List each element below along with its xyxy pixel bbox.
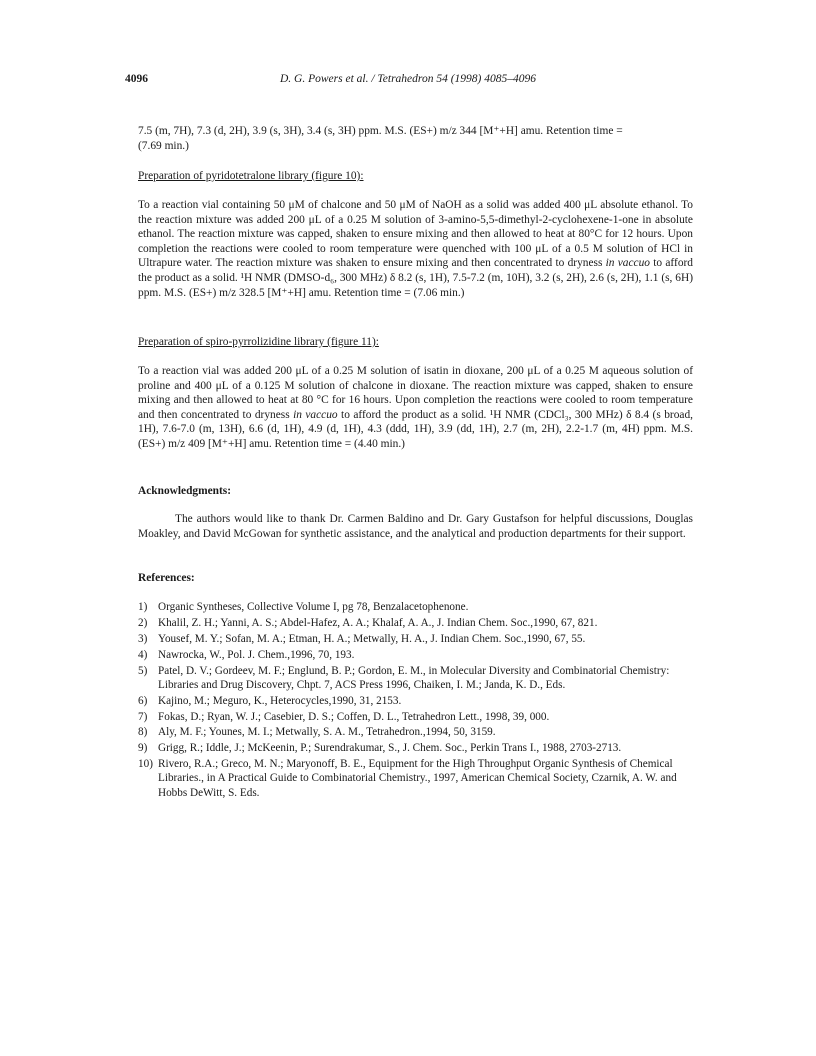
reference-number: 9) (138, 742, 148, 755)
reference-text: Grigg, R.; Iddle, J.; McKeenin, P.; Surendrakumar, S., J. Chem. Soc., Perkin Trans I., 1988, 2703-2713. (158, 742, 622, 755)
references-heading: References: (138, 572, 195, 584)
section-body-spiro-pyrrolizidine (138, 364, 693, 452)
reference-item (138, 741, 698, 755)
section2-text-b: to afford the product as a solid. ¹H NMR (CDCl₃, 300 MHz) δ 8.4 (s broad, 1H), 7.6-7.0 (m, 13H), 6.6 (d, 1H), 4.9 (d, 1H), 4.3 (ddd, 1H), 3.9 (dd, 1H), 2.7 (m, 2H), 2.2-1.7 (m, 4H) ppm. M.S. (ES+) m/z 409 [M⁺+H] amu. Retention time = (4.40 min.) (138, 408, 693, 450)
section1-text-italic: in vaccuo (605, 257, 651, 270)
carryover-line-2: (7.69 min.) (138, 139, 189, 152)
reference-text: Rivero, R.A.; Greco, M. N.; Maryonoff, B. E., Equipment for the High Throughput Organic Synthesis of Chemical Libraries., in A Practical Guide to Combinatorial Chemistry., 1997, American Chemical Society, Czarnik, A. W. and Hobbs DeWitt, S. Eds. (158, 758, 677, 799)
reference-item (138, 664, 698, 692)
section2-text-italic: in vaccuo (293, 408, 338, 421)
reference-number: 4) (138, 648, 148, 661)
section2-text-a: To a reaction vial was added 200 μL of a 0.25 M solution of isatin in dioxane, 200 μL of a 0.25 M aqueous solution of proline and 400 μL of a 0.125 M solution of chalcone in dioxane. The reaction mixture was capped, shaken to ensure mixing and then allowed to heat at 80 °C for 16 hours. Upon completion the reactions were cooled to room temperature and then concentrated to dryness (138, 365, 693, 421)
section1-text-b: to afford the product as a solid. ¹H NMR (DMSO-d₆, 300 MHz) δ 8.2 (s, 1H), 7.5-7.2 (m, 10H), 3.2 (s, 2H), 2.6 (s, 2H), 1.1 (s, 6H) ppm. M.S. (ES+) m/z 328.5 [M⁺+H] amu. Retention time = (7.06 min.) (138, 257, 693, 299)
reference-item (138, 694, 698, 708)
section-body-pyridotetralone (138, 198, 693, 300)
section-heading-spiro-pyrrolizidine: Preparation of spiro-pyrrolizidine library (figure 11): (138, 336, 379, 348)
reference-number: 3) (138, 632, 148, 645)
references-list (138, 600, 698, 802)
reference-number: 10) (138, 758, 153, 771)
reference-item (138, 648, 698, 662)
reference-text: Nawrocka, W., Pol. J. Chem.,1996, 70, 193. (158, 648, 355, 661)
reference-number: 2) (138, 616, 148, 629)
reference-text: Patel, D. V.; Gordeev, M. F.; Englund, B. P.; Gordon, E. M., in Molecular Diversity and Combinatorial Chemistry: Libraries and Drug Discovery, Chpt. 7, ACS Press 1996, Chaiken, I. M.; Janda, K. D., Eds. (158, 664, 670, 691)
reference-text: Khalil, Z. H.; Yanni, A. S.; Abdel-Hafez, A. A.; Khalaf, A. A., J. Indian Chem. Soc.,1990, 67, 821. (158, 616, 598, 629)
reference-number: 1) (138, 601, 148, 613)
reference-text: Yousef, M. Y.; Sofan, M. A.; Etman, H. A.; Metwally, H. A., J. Indian Chem. Soc.,1990, 67, 55. (158, 632, 586, 645)
section1-text-a: To a reaction vial containing 50 μM of chalcone and 50 μM of NaOH as a solid was added 400 μL absolute ethanol. To the reaction mixture was added 200 μL of a 0.25 M solution of 3-amino-5,5-dimethyl-2-cyclohexene-1-one in absolute ethanol. The reaction mixture was capped, shaken to ensure mixing and then allowed to heat at 80°C for 12 hours. Upon completion the reactions were cooled to room temperature were quenched with 100 μL of a 0.5 M solution of HCl in Ultrapure water. The reaction mixture was shaken to ensure mixing and then concentrated to dryness (138, 199, 693, 270)
reference-item (138, 757, 698, 800)
acknowledgments-body (138, 512, 693, 541)
reference-text: Kajino, M.; Meguro, K., Heterocycles,1990, 31, 2153. (158, 694, 402, 707)
reference-number: 7) (138, 710, 148, 723)
reference-item (138, 632, 698, 646)
reference-item (138, 725, 698, 739)
reference-item (138, 600, 698, 614)
reference-item (138, 710, 698, 724)
carryover-line-1: 7.5 (m, 7H), 7.3 (d, 2H), 3.9 (s, 3H), 3.4 (s, 3H) ppm. M.S. (ES+) m/z 344 [M⁺+H] amu. Retention time = (138, 125, 623, 137)
reference-number: 6) (138, 694, 148, 707)
reference-number: 5) (138, 664, 148, 677)
section-heading-pyridotetralone: Preparation of pyridotetralone library (figure 10): (138, 170, 364, 182)
carryover-text (138, 124, 693, 153)
reference-text: Fokas, D.; Ryan, W. J.; Casebier, D. S.; Coffen, D. L., Tetrahedron Lett., 1998, 39, 000. (158, 710, 550, 723)
acknowledgments-heading: Acknowledgments: (138, 485, 232, 497)
reference-text: Organic Syntheses, Collective Volume I, pg 78, Benzalacetophenone. (158, 601, 469, 613)
reference-text: Aly, M. F.; Younes, M. I.; Metwally, S. A. M., Tetrahedron.,1994, 50, 3159. (158, 726, 496, 739)
reference-number: 8) (138, 726, 148, 739)
reference-item (138, 616, 698, 630)
running-head: D. G. Powers et al. / Tetrahedron 54 (1998) 4085–4096 (280, 73, 536, 85)
page-number: 4096 (125, 73, 148, 85)
acknowledgments-text: The authors would like to thank Dr. Carmen Baldino and Dr. Gary Gustafson for helpful discussions, Douglas Moakley, and David McGowan for synthetic assistance, and the analytical and production departments for their support. (138, 513, 693, 540)
